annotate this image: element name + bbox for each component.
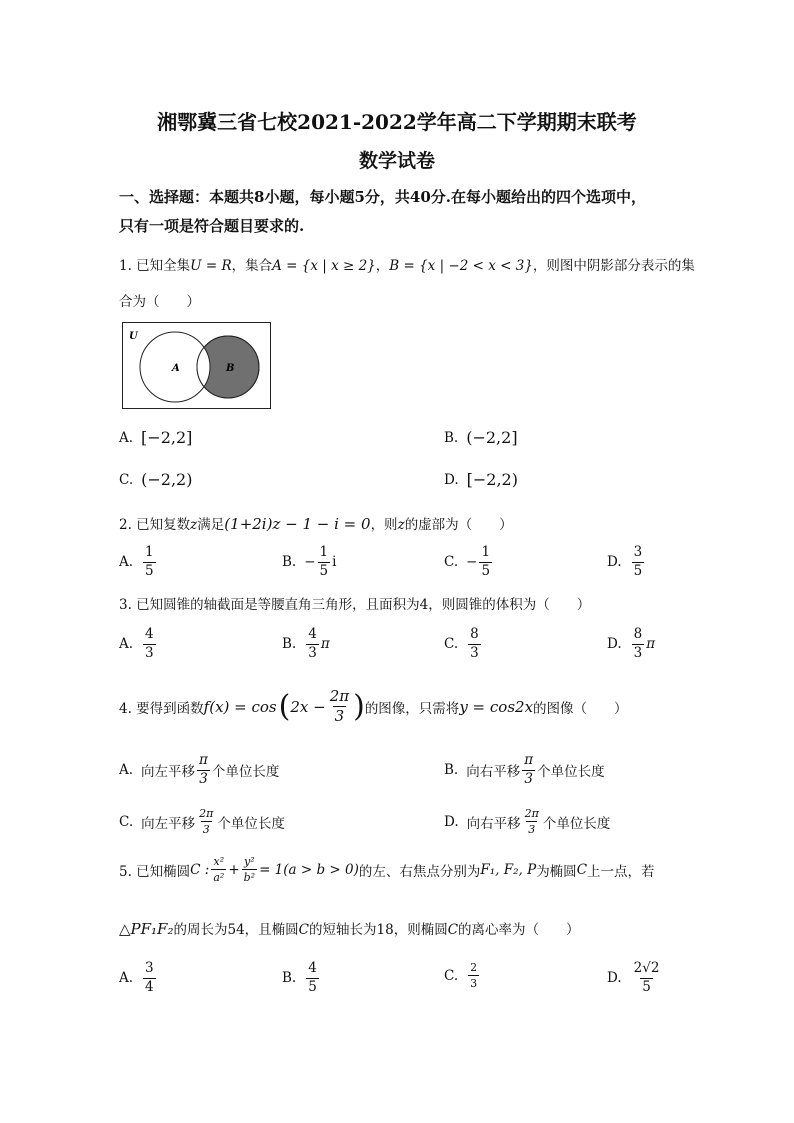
- q2-equation: (1+2i)z − 1 − i = 0: [224, 515, 371, 533]
- frac-num: 2π: [199, 807, 214, 820]
- option-label: D.: [607, 970, 622, 986]
- q4-post: 的图像（ ）: [533, 700, 628, 717]
- option-label: C.: [444, 967, 459, 984]
- q2-pre: 2. 已知复数: [119, 517, 191, 533]
- q1-pre: 1. 已知全集: [119, 258, 191, 274]
- frac-num: 4: [145, 626, 154, 642]
- q2-post2: 的虚部为（ ）: [404, 517, 513, 533]
- option-label: C.: [119, 471, 134, 488]
- q5-curve: C :: [190, 861, 210, 878]
- q4-stem: [119, 689, 628, 724]
- frac-den: 3: [202, 823, 210, 836]
- option-label: D.: [607, 554, 622, 570]
- option-fraction: [197, 808, 215, 835]
- option-suffix: π: [320, 636, 330, 652]
- option-post: 个单位长度: [211, 764, 280, 780]
- frac-den: 3: [633, 644, 643, 661]
- q1-post: ，则图中阴影部分表示的集: [532, 258, 695, 274]
- frac-num: 3: [145, 960, 154, 976]
- option-fraction: [143, 628, 156, 660]
- option-pre: 向左平移: [141, 764, 196, 780]
- option-fraction: [632, 628, 645, 660]
- option-label: A.: [119, 970, 134, 986]
- q5-line2-d: 的离心率为（ ）: [458, 922, 580, 938]
- q5-option-d[interactable]: [607, 962, 663, 994]
- option-label: B.: [282, 554, 297, 570]
- frac-num: 4: [308, 626, 317, 642]
- q2-stem: [119, 513, 513, 533]
- option-fraction: [632, 546, 645, 578]
- option-fraction: [306, 962, 319, 994]
- option-suffix: π: [646, 636, 656, 652]
- q1-universe: U = R: [190, 258, 232, 274]
- q5-option-b[interactable]: [282, 962, 321, 994]
- q5-post2: 上一点，若: [587, 863, 655, 880]
- q4-fraction: [328, 689, 351, 724]
- q5-option-c[interactable]: [444, 962, 481, 989]
- frac-num: 8: [633, 626, 643, 642]
- option-fraction: [632, 962, 662, 994]
- option-post: 个单位长度: [537, 764, 605, 780]
- frac-den: 3: [470, 644, 479, 661]
- option-fraction: [143, 962, 156, 994]
- q1-option-a[interactable]: [119, 428, 192, 447]
- option-label: B.: [444, 762, 459, 778]
- venn-diagram: [122, 322, 272, 410]
- q2-option-a[interactable]: [119, 546, 158, 578]
- frac-den: 5: [481, 562, 491, 579]
- q3-option-a[interactable]: [119, 628, 158, 660]
- option-pre: 向右平移: [466, 815, 521, 832]
- paren-close: ): [353, 689, 365, 724]
- frac-den: 3: [470, 977, 478, 990]
- q4-function: f(x) = cos: [203, 697, 277, 716]
- option-label: B.: [282, 970, 297, 986]
- q2-option-b[interactable]: [282, 546, 336, 578]
- option-fraction: [468, 962, 479, 989]
- q3-option-c[interactable]: [444, 628, 483, 660]
- option-label: D.: [444, 813, 459, 830]
- paren-open: (: [278, 689, 291, 724]
- frac-num: 1: [319, 544, 329, 560]
- option-label: B.: [444, 429, 459, 446]
- option-post: 个单位长度: [542, 815, 611, 832]
- option-label: A.: [119, 636, 134, 652]
- q5-pre: 5. 已知椭圆: [119, 863, 191, 880]
- frac-den: 3: [524, 770, 533, 787]
- q1-sep: ，: [375, 258, 390, 274]
- option-post: 个单位长度: [217, 815, 285, 832]
- frac-den: 3: [308, 644, 317, 661]
- q1-stem-line2: 合为（ ）: [119, 294, 200, 310]
- option-fraction: [523, 808, 541, 835]
- frac-num: 1: [481, 544, 491, 560]
- option-text: [−2,2): [466, 470, 518, 489]
- q1-set-b: B = {x | −2 < x < 3}: [389, 258, 533, 274]
- frac-num: 3: [633, 544, 643, 560]
- frac-num: 2π: [524, 807, 539, 820]
- frac-num: 2√2: [633, 960, 660, 976]
- q5-triangle: △PF₁F₂: [119, 920, 174, 938]
- section-header-line1: 一、选择题：本题共8小题，每小题5分，共40分.在每小题给出的四个选项中，: [119, 188, 646, 206]
- q5-mid: 的左、右焦点分别为: [358, 863, 481, 880]
- frac-num: π: [524, 752, 534, 768]
- q4-option-b[interactable]: [444, 754, 605, 786]
- q5-line2-c2: C: [447, 922, 459, 938]
- option-sign: −: [466, 554, 478, 570]
- option-fraction: [143, 546, 156, 578]
- q4-option-a[interactable]: [119, 754, 279, 786]
- frac-num: 8: [470, 626, 479, 642]
- q1-option-b[interactable]: [444, 428, 518, 447]
- frac-den: 5: [642, 978, 651, 995]
- frac-num: 2π: [329, 687, 350, 705]
- q1-option-d[interactable]: [444, 470, 518, 489]
- option-label: C.: [444, 554, 459, 570]
- frac-den: 5: [308, 978, 317, 995]
- q4-option-c[interactable]: [119, 808, 285, 835]
- frac-num: 2: [470, 961, 478, 974]
- q5-plus: +: [228, 861, 240, 878]
- frac-num: 1: [145, 544, 154, 560]
- q4-pre: 4. 要得到函数: [119, 700, 204, 717]
- option-text: [−2,2]: [141, 428, 193, 447]
- q4-option-d[interactable]: [444, 808, 610, 835]
- frac-den: 4: [145, 978, 154, 995]
- q1-set-a: A = {x | x ≥ 2}: [272, 258, 376, 274]
- frac-num: π: [199, 752, 208, 768]
- q4-inner: 2x −: [290, 697, 326, 716]
- q5-line2-c: C: [298, 922, 310, 938]
- q3-option-b[interactable]: [282, 628, 330, 660]
- option-fraction: [306, 628, 319, 660]
- frac-den: 5: [319, 562, 329, 579]
- option-pre: 向左平移: [141, 815, 196, 832]
- page-title: 湘鄂冀三省七校2021-2022学年高二下学期期末联考: [157, 110, 637, 134]
- q5-c2: C: [576, 861, 588, 878]
- q5-line2-b: 的短轴长为18，则椭圆: [309, 922, 448, 938]
- frac-den: b²: [243, 871, 256, 884]
- option-label: A.: [119, 762, 134, 778]
- frac-den: 5: [633, 562, 643, 579]
- q5-line2-a: 的周长为54，且椭圆: [173, 922, 299, 938]
- option-label: A.: [119, 554, 134, 570]
- q5-stem: [119, 856, 655, 883]
- option-pre: 向右平移: [466, 764, 521, 780]
- option-suffix: i: [332, 554, 337, 570]
- q5-x-fraction: [211, 856, 226, 883]
- frac-den: 3: [528, 823, 536, 836]
- q5-post: 为椭圆: [536, 863, 577, 880]
- option-label: C.: [119, 813, 134, 830]
- option-sign: −: [304, 554, 316, 570]
- section-header-line2: 只有一项是符合题目要求的.: [119, 217, 305, 235]
- q1-stem: [119, 254, 695, 274]
- q2-post: ，则: [370, 517, 398, 533]
- q2-option-c[interactable]: [444, 546, 494, 578]
- q5-stem-line2: [119, 918, 580, 938]
- frac-den: a²: [213, 871, 225, 884]
- venn-label-b: B: [226, 363, 235, 374]
- q4-base-function: y = cos2x: [459, 697, 534, 716]
- option-text: (−2,2]: [466, 428, 518, 447]
- q4-mid: 的图像，只需将: [364, 700, 460, 717]
- option-label: A.: [119, 429, 134, 446]
- frac-num: 4: [308, 960, 317, 976]
- q5-rhs: = 1(a > b > 0): [259, 861, 359, 878]
- option-fraction: [468, 628, 481, 660]
- option-label: B.: [282, 636, 297, 652]
- q2-option-d[interactable]: [607, 546, 646, 578]
- venn-label-a: A: [172, 363, 180, 374]
- option-fraction: [197, 754, 210, 786]
- frac-den: 3: [334, 707, 345, 725]
- frac-num: x²: [213, 855, 225, 868]
- q3-option-d[interactable]: [607, 628, 655, 660]
- q2-z: z: [190, 517, 198, 533]
- frac-den: 3: [199, 770, 208, 787]
- option-fraction: [479, 546, 492, 578]
- q5-option-a[interactable]: [119, 962, 158, 994]
- q2-mid: 满足: [197, 517, 225, 533]
- option-label: D.: [444, 471, 459, 488]
- option-fraction: [318, 546, 331, 578]
- venn-label-u: U: [129, 331, 138, 342]
- q5-y-fraction: [242, 856, 257, 883]
- frac-num: y²: [244, 855, 255, 868]
- q2-z2: z: [397, 517, 405, 533]
- option-fraction: [522, 754, 535, 786]
- q1-option-c[interactable]: [119, 470, 192, 489]
- frac-den: 3: [145, 644, 154, 661]
- q5-foci: F₁, F₂, P: [480, 861, 537, 878]
- frac-den: 5: [145, 562, 154, 579]
- q1-mid: ，集合: [231, 258, 273, 274]
- option-label: D.: [607, 636, 622, 652]
- option-label: C.: [444, 636, 459, 652]
- page-subtitle: 数学试卷: [358, 150, 435, 172]
- option-text: (−2,2): [141, 470, 193, 489]
- q3-stem: 3. 已知圆锥的轴截面是等腰直角三角形，且面积为4，则圆锥的体积为（ ）: [119, 597, 591, 613]
